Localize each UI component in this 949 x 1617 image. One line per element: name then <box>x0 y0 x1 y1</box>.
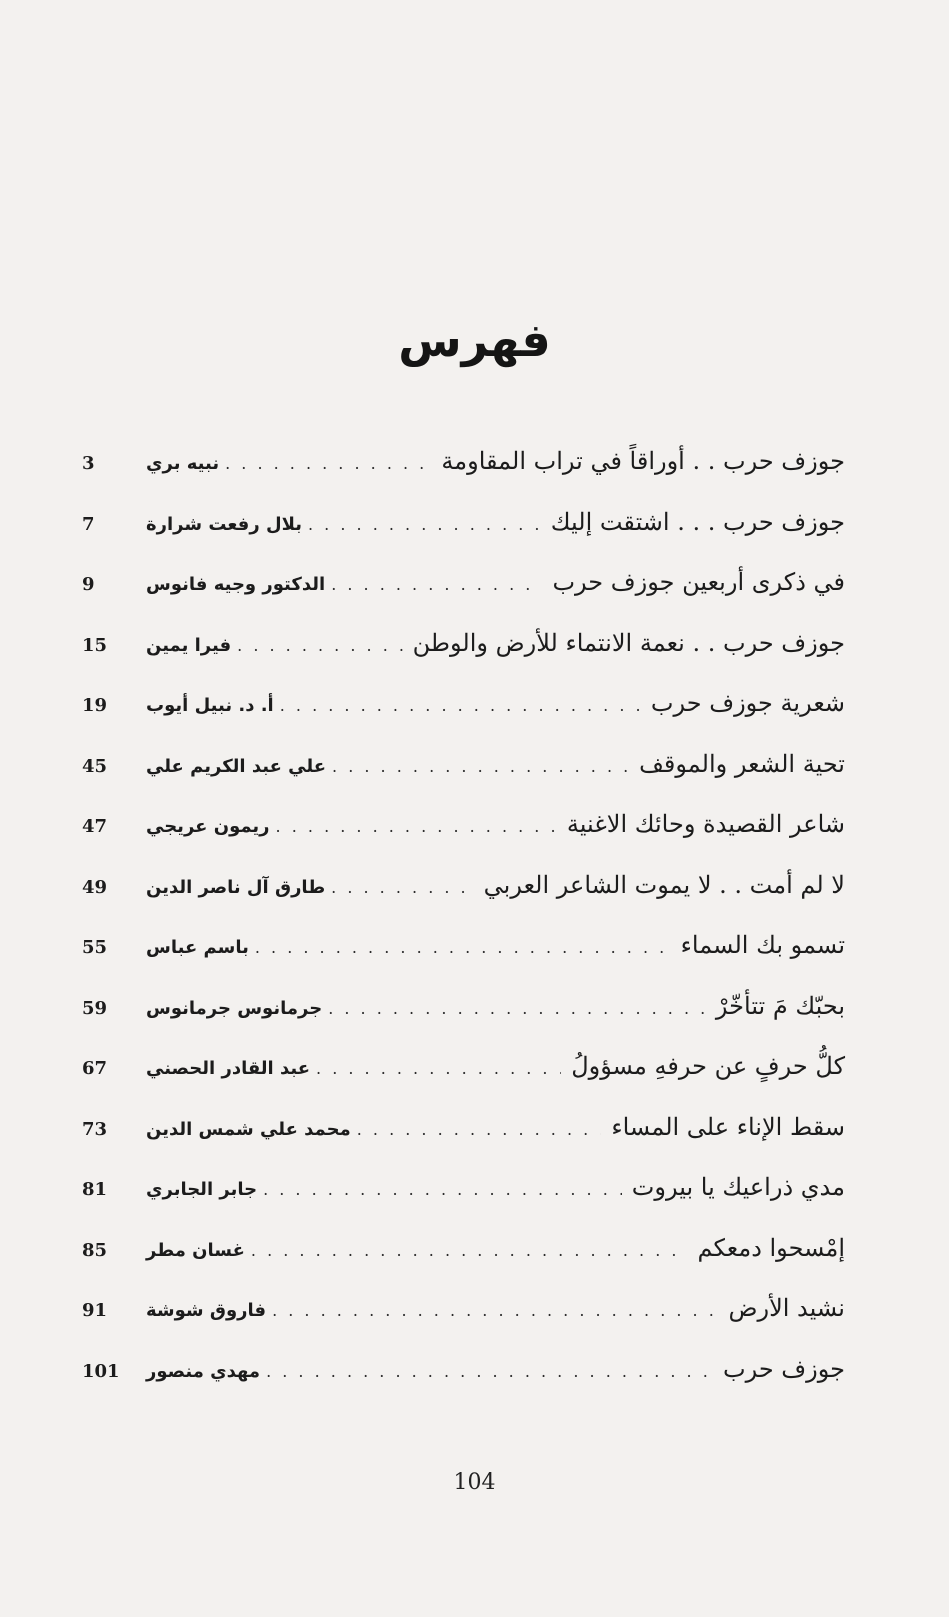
toc-entry <box>82 992 845 1053</box>
entry-page-number: 67 <box>82 1058 108 1079</box>
entry-page-number: 59 <box>82 997 108 1019</box>
entry-page-number: 7 <box>82 513 95 535</box>
entry-page-number: 9 <box>82 574 95 595</box>
toc-entry <box>82 1173 845 1234</box>
toc-entry <box>82 810 845 871</box>
toc-entry <box>82 568 845 629</box>
toc-entry <box>82 1234 845 1295</box>
toc-entry <box>82 931 845 992</box>
toc-entry <box>82 447 845 508</box>
dot-leader <box>331 575 542 594</box>
entry-page-number: 19 <box>82 695 108 716</box>
entry-author: نبيه بري <box>146 453 220 474</box>
entry-author: فيرا يمين <box>146 634 232 656</box>
entry-page-number: 47 <box>82 816 108 837</box>
entry-page-number: 49 <box>82 876 108 898</box>
toc-entry <box>82 1294 845 1355</box>
entry-author: طارق آل ناصر الدين <box>146 876 326 898</box>
entry-author: بلال رفعت شرارة <box>146 513 302 535</box>
dot-leader <box>357 1120 602 1139</box>
entry-author: فاروق شوشة <box>146 1300 267 1321</box>
dot-leader <box>272 1301 718 1320</box>
toc-entry <box>82 750 845 811</box>
entry-author: جرمانوس جرمانوس <box>146 997 323 1019</box>
toc-entry <box>82 508 845 569</box>
entry-title: تسمو بك السماء <box>680 931 845 959</box>
entry-title: سقط الإناء على المساء <box>611 1112 845 1141</box>
toc-entry <box>82 1113 845 1174</box>
toc-entry <box>82 871 845 932</box>
entry-title: جوزف حرب . . أوراقاً في تراب المقاومة <box>441 447 845 475</box>
dot-leader <box>276 817 557 836</box>
entry-page-number: 81 <box>82 1179 108 1200</box>
entry-author: مهدي منصور <box>146 1360 261 1382</box>
entry-title: جوزف حرب . . . اشتقت إليك <box>550 507 845 536</box>
dot-leader <box>308 515 541 534</box>
dot-leader <box>280 696 641 715</box>
entry-author: غسان مطر <box>146 1239 245 1261</box>
folio-page-number: 104 <box>453 1470 496 1495</box>
dot-leader <box>225 454 431 473</box>
dot-leader <box>263 1180 622 1199</box>
toc-entry <box>82 1355 845 1416</box>
page-title: فهرس <box>398 313 551 367</box>
entry-page-number: 45 <box>82 755 108 777</box>
dot-leader <box>331 878 474 897</box>
entry-page-number: 3 <box>82 453 95 474</box>
entry-author: محمد علي شمس الدين <box>146 1118 351 1140</box>
entry-page-number: 101 <box>82 1360 120 1382</box>
toc-entry <box>82 689 845 750</box>
dot-leader <box>251 1241 688 1260</box>
dot-leader <box>255 938 671 957</box>
entry-title: تحية الشعر والموقف <box>639 749 845 778</box>
entry-author: ريمون عريجي <box>146 816 270 837</box>
entry-title: مدي ذراعيك يا بيروت <box>631 1173 845 1201</box>
entry-title: شعرية جوزف حرب <box>650 689 845 717</box>
entry-page-number: 85 <box>82 1239 108 1261</box>
entry-author: الدكتور وجيه فانوس <box>146 574 326 595</box>
entry-author: باسم عباس <box>146 937 249 958</box>
entry-page-number: 73 <box>82 1118 108 1140</box>
entry-page-number: 91 <box>82 1300 108 1321</box>
entry-title: نشيد الأرض <box>728 1294 845 1322</box>
entry-page-number: 15 <box>82 634 108 656</box>
dot-leader <box>328 999 706 1018</box>
entry-author: جابر الجابري <box>146 1179 258 1200</box>
entry-title: بحبّك مَ تتأخّرْ <box>715 991 845 1020</box>
dot-leader <box>316 1059 561 1078</box>
entry-title: كلُّ حرفٍ عن حرفهِ مسؤولُ <box>571 1052 845 1080</box>
entry-author: علي عبد الكريم علي <box>146 755 327 777</box>
toc-entry <box>82 1052 845 1113</box>
dot-leader <box>332 757 629 776</box>
entry-page-number: 55 <box>82 937 108 958</box>
entry-title: شاعر القصيدة وحائك الاغنية <box>566 810 845 838</box>
entry-title: إمْسحوا دمعكم <box>697 1233 845 1262</box>
table-of-contents <box>82 447 845 1415</box>
entry-author: عبد القادر الحصني <box>146 1058 311 1079</box>
toc-entry <box>82 629 845 690</box>
entry-author: أ. د. نبيل أيوب <box>146 695 274 716</box>
dot-leader <box>237 636 402 655</box>
dot-leader <box>266 1362 713 1381</box>
entry-title: لا لم أمت . . لا يموت الشاعر العربي <box>483 870 845 899</box>
entry-title: جوزف حرب . . نعمة الانتماء للأرض والوطن <box>412 628 845 657</box>
entry-title: في ذكرى أربعين جوزف حرب <box>552 568 845 596</box>
entry-title: جوزف حرب <box>722 1354 845 1383</box>
